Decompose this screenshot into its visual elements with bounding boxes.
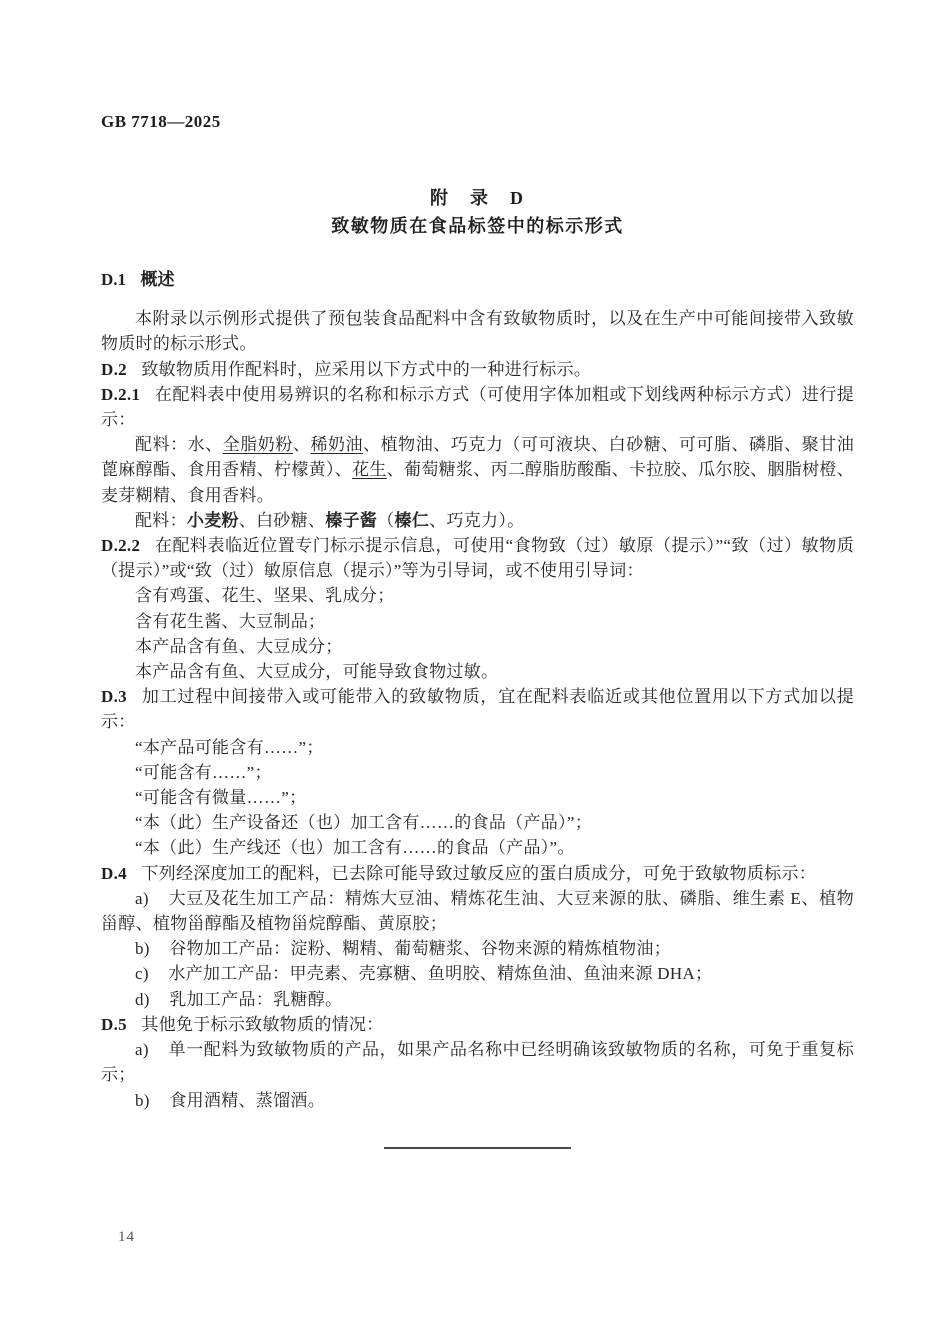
may-contain-example: “本（此）生产设备还（也）加工含有……的食品（产品）”；	[135, 813, 592, 833]
item-label: b)	[135, 1090, 150, 1110]
section-d21	[101, 382, 854, 432]
ingredient-example-1	[101, 432, 854, 508]
item-text: 单一配料为致敏物质的产品，如果产品名称中已经明确该致敏物质的名称，可免于重复标示；	[101, 1040, 854, 1085]
text-segment: 、葡萄糖浆、丙二醇脂肪酸酯、卡拉胶、瓜尔胶、胭脂树橙、麦芽糊精、食用香料。	[101, 460, 855, 505]
section-d1-paragraph: 本附录以示例形式提供了预包装食品配料中含有致敏物质时，以及在生产中可能间接带入致敏物质时的标示形式。	[101, 309, 854, 354]
section-d2	[101, 357, 854, 382]
item-text: 谷物加工产品：淀粉、糊精、葡萄糖浆、谷物来源的精炼植物油；	[169, 939, 672, 959]
exempt-item	[101, 936, 854, 961]
bold-allergen-wheat-flour: 小麦粉	[186, 510, 239, 530]
text-segment: 、	[292, 435, 311, 455]
section-d1-heading	[101, 267, 854, 292]
may-contain-example: “可能含有微量……”；	[135, 788, 307, 808]
appendix-label: 附 录 D	[430, 188, 525, 208]
exempt-item	[101, 987, 854, 1012]
section-d5-id: D.5	[101, 1014, 127, 1034]
section-d2-text: 致敏物质用作配料时，应采用以下方式中的一种进行标示。	[141, 359, 592, 379]
exempt-case-item	[101, 1088, 854, 1113]
section-d1-title: 概述	[140, 270, 175, 289]
underlined-allergen-cream: 稀奶油	[310, 435, 364, 455]
ingredient-example-2	[101, 508, 854, 533]
section-d22	[101, 533, 854, 583]
section-d22-text: 在配料表临近位置专门标示提示信息，可使用“食物致（过）敏原（提示）”“致（过）敏物质（提示）”或“致（过）敏原信息（提示）”等为引导词，或不使用引导词：	[101, 536, 854, 581]
appendix-title-block	[101, 184, 854, 240]
item-label: a)	[135, 888, 149, 908]
text-segment: 、植物油、巧克力（可可液块、白砂糖、可可脂、磷脂、聚甘油蓖麻醇酯、食用香精、柠檬黄）、	[101, 435, 855, 480]
item-label: c)	[135, 964, 149, 984]
exempt-case-item	[101, 1037, 854, 1087]
item-text: 食用酒精、蒸馏酒。	[169, 1090, 326, 1110]
section-d4-text: 下列经深度加工的配料，已去除可能导致过敏反应的蛋白质成分，可免于致敏物质标示：	[141, 863, 817, 883]
page-number: 14	[118, 1229, 135, 1245]
section-d4	[101, 861, 854, 886]
item-label: b)	[135, 939, 150, 959]
may-contain-example: “本产品可能含有……”；	[135, 737, 324, 757]
section-d5-text: 其他免于标示致敏物质的情况：	[141, 1014, 384, 1034]
item-text: 水产加工产品：甲壳素、壳寡糖、鱼明胶、精炼鱼油、鱼油来源 DHA；	[168, 964, 713, 984]
bold-allergen-hazelnut-paste: 榛子酱	[325, 510, 378, 530]
section-d3	[101, 684, 854, 734]
standard-number: GB 7718—2025	[101, 112, 221, 131]
text-segment: 配料：水、	[135, 435, 223, 455]
may-contain-example: “可能含有……”；	[135, 762, 272, 782]
appendix-title: 致敏物质在食品标签中的标示形式	[331, 216, 624, 236]
text-segment: 、巧克力）。	[429, 510, 525, 530]
text-segment: 配料：	[135, 510, 187, 530]
underlined-allergen-whole-milk-powder: 全脂奶粉	[222, 435, 293, 455]
allergen-hint-example: 本产品含有鱼、大豆成分；	[135, 636, 343, 656]
text-segment: 、白砂糖、	[238, 510, 326, 530]
allergen-hint-example: 本产品含有鱼、大豆成分，可能导致食物过敏。	[135, 662, 499, 682]
section-d21-text: 在配料表中使用易辨识的名称和标示方式（可使用字体加粗或下划线两种标示方式）进行提示：	[101, 384, 854, 430]
section-d3-text: 加工过程中间接带入或可能带入的致敏物质，宜在配料表临近或其他位置用以下方式加以提示：	[101, 687, 854, 732]
item-label: a)	[135, 1040, 149, 1060]
exempt-item	[101, 886, 854, 936]
allergen-hint-example: 含有花生酱、大豆制品；	[135, 611, 326, 631]
section-d4-id: D.4	[101, 863, 127, 883]
section-d1-id: D.1	[101, 270, 127, 289]
item-text: 大豆及花生加工产品：精炼大豆油、精炼花生油、大豆来源的肽、磷脂、维生素 E、植物甾醇、植物甾醇酯及植物甾烷醇酯、黄原胶；	[101, 888, 854, 934]
exempt-item	[101, 961, 854, 986]
section-d22-id: D.2.2	[101, 536, 141, 556]
underlined-allergen-peanut: 花生	[352, 460, 387, 480]
may-contain-example: “本（此）生产线还（也）加工含有……的食品（产品）”。	[135, 838, 575, 858]
section-d2-id: D.2	[101, 359, 127, 379]
allergen-hint-example: 含有鸡蛋、花生、坚果、乳成分；	[135, 586, 395, 606]
end-of-document-rule	[384, 1147, 571, 1149]
bold-allergen-hazelnut-kernel: 榛仁	[394, 510, 430, 530]
item-label: d)	[135, 989, 150, 1009]
section-d5	[101, 1012, 854, 1037]
item-text: 乳加工产品：乳糖醇。	[169, 989, 343, 1009]
section-d21-id: D.2.1	[101, 384, 141, 404]
text-segment: （	[377, 510, 395, 530]
section-d3-id: D.3	[101, 687, 127, 707]
